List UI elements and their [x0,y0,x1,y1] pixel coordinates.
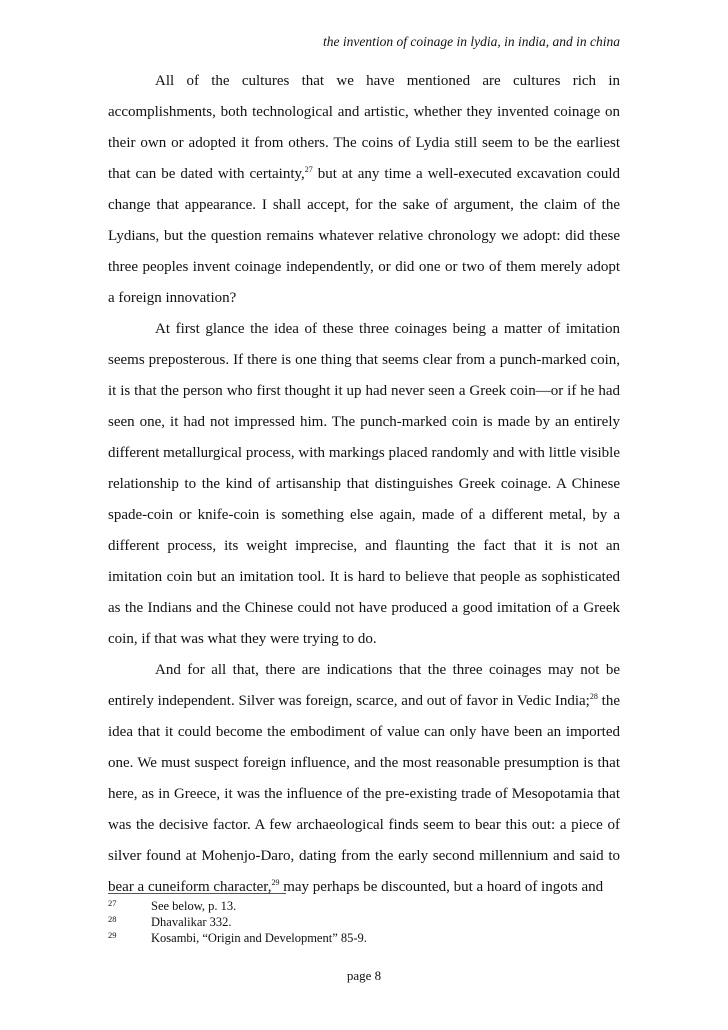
footnote-ref-28[interactable]: 28 [589,692,598,701]
paragraph-1 [108,66,620,314]
footnote-ref-27[interactable]: 27 [304,165,313,174]
paragraph-3-text-a: And for all that, there are indications that the three coinages may not be entirely independent. Silver was foreign, scarce, and out of favor in Vedic India; [108,662,620,709]
footnote-28 [108,914,620,930]
body-text [108,66,620,903]
footnotes [108,898,620,946]
footnote-number: 28 [108,914,117,924]
footnote-27 [108,898,620,914]
footnote-text: Dhavalikar 332. [151,915,232,929]
running-header: the invention of coinage in lydia, in india, and in china [323,34,620,49]
paragraph-1-text-b: but at any time a well-executed excavation could change that appearance. I shall accept, for the sake of argument, the claim of the Lydians, but the question remains whatever relative chronology we adopt: did these three peoples invent coinage independently, or did one or two of them merely adopt a foreign innovation? [108,166,620,306]
footnote-separator [108,893,286,894]
paragraph-3 [108,655,620,903]
paragraph-3-text-c: may perhaps be discounted, but a hoard of ingots and [279,879,604,895]
footnote-29 [108,930,620,946]
footnote-text: Kosambi, “Origin and Development” 85-9. [151,931,367,945]
paragraph-3-text-b: the idea that it could become the embodiment of value can only have been an imported one. We must suspect foreign influence, and the most reasonable presumption is that here, as in Greece, it was the influence of the pre-existing trade of Mesopotamia that was the decisive factor. A few archaeological finds seem to bear this out: a piece of silver found at Mohenjo-Daro, dating from the early second millennium and said to bear a cuneiform character, [108,693,620,895]
footnote-number: 29 [108,930,117,940]
footnote-ref-29[interactable]: 29 [271,878,280,887]
page-number: page 8 [346,968,382,983]
footnote-number: 27 [108,898,117,908]
paragraph-2: At first glance the idea of these three coinages being a matter of imitation seems preposterous. If there is one thing that seems clear from a punch-marked coin, it is that the person who first thought it up had never seen a Greek coin—or if he had seen one, it had not impressed him. The punch-marked coin is made by an entirely different metallurgical process, with markings placed randomly and with little visible relationship to the kind of artisanship that distinguishes Greek coinage. A Chinese spade-coin or knife-coin is something else again, made of a different metal, by a different process, its weight imprecise, and flaunting the fact that it is not an imitation coin but an imitation tool. It is hard to believe that people as sophisticated as the Indians and the Chinese could not have produced a good imitation of a Greek coin, if that was what they were trying to do. [108,321,620,647]
paragraph-1-text-a: All of the cultures that we have mentioned are cultures rich in accomplishments, both technological and artistic, whether they invented coinage on their own or adopted it from others. The coins of Lydia still seem to be the earliest that can be dated with certainty, [108,73,620,182]
footnote-text: See below, p. 13. [151,899,237,913]
